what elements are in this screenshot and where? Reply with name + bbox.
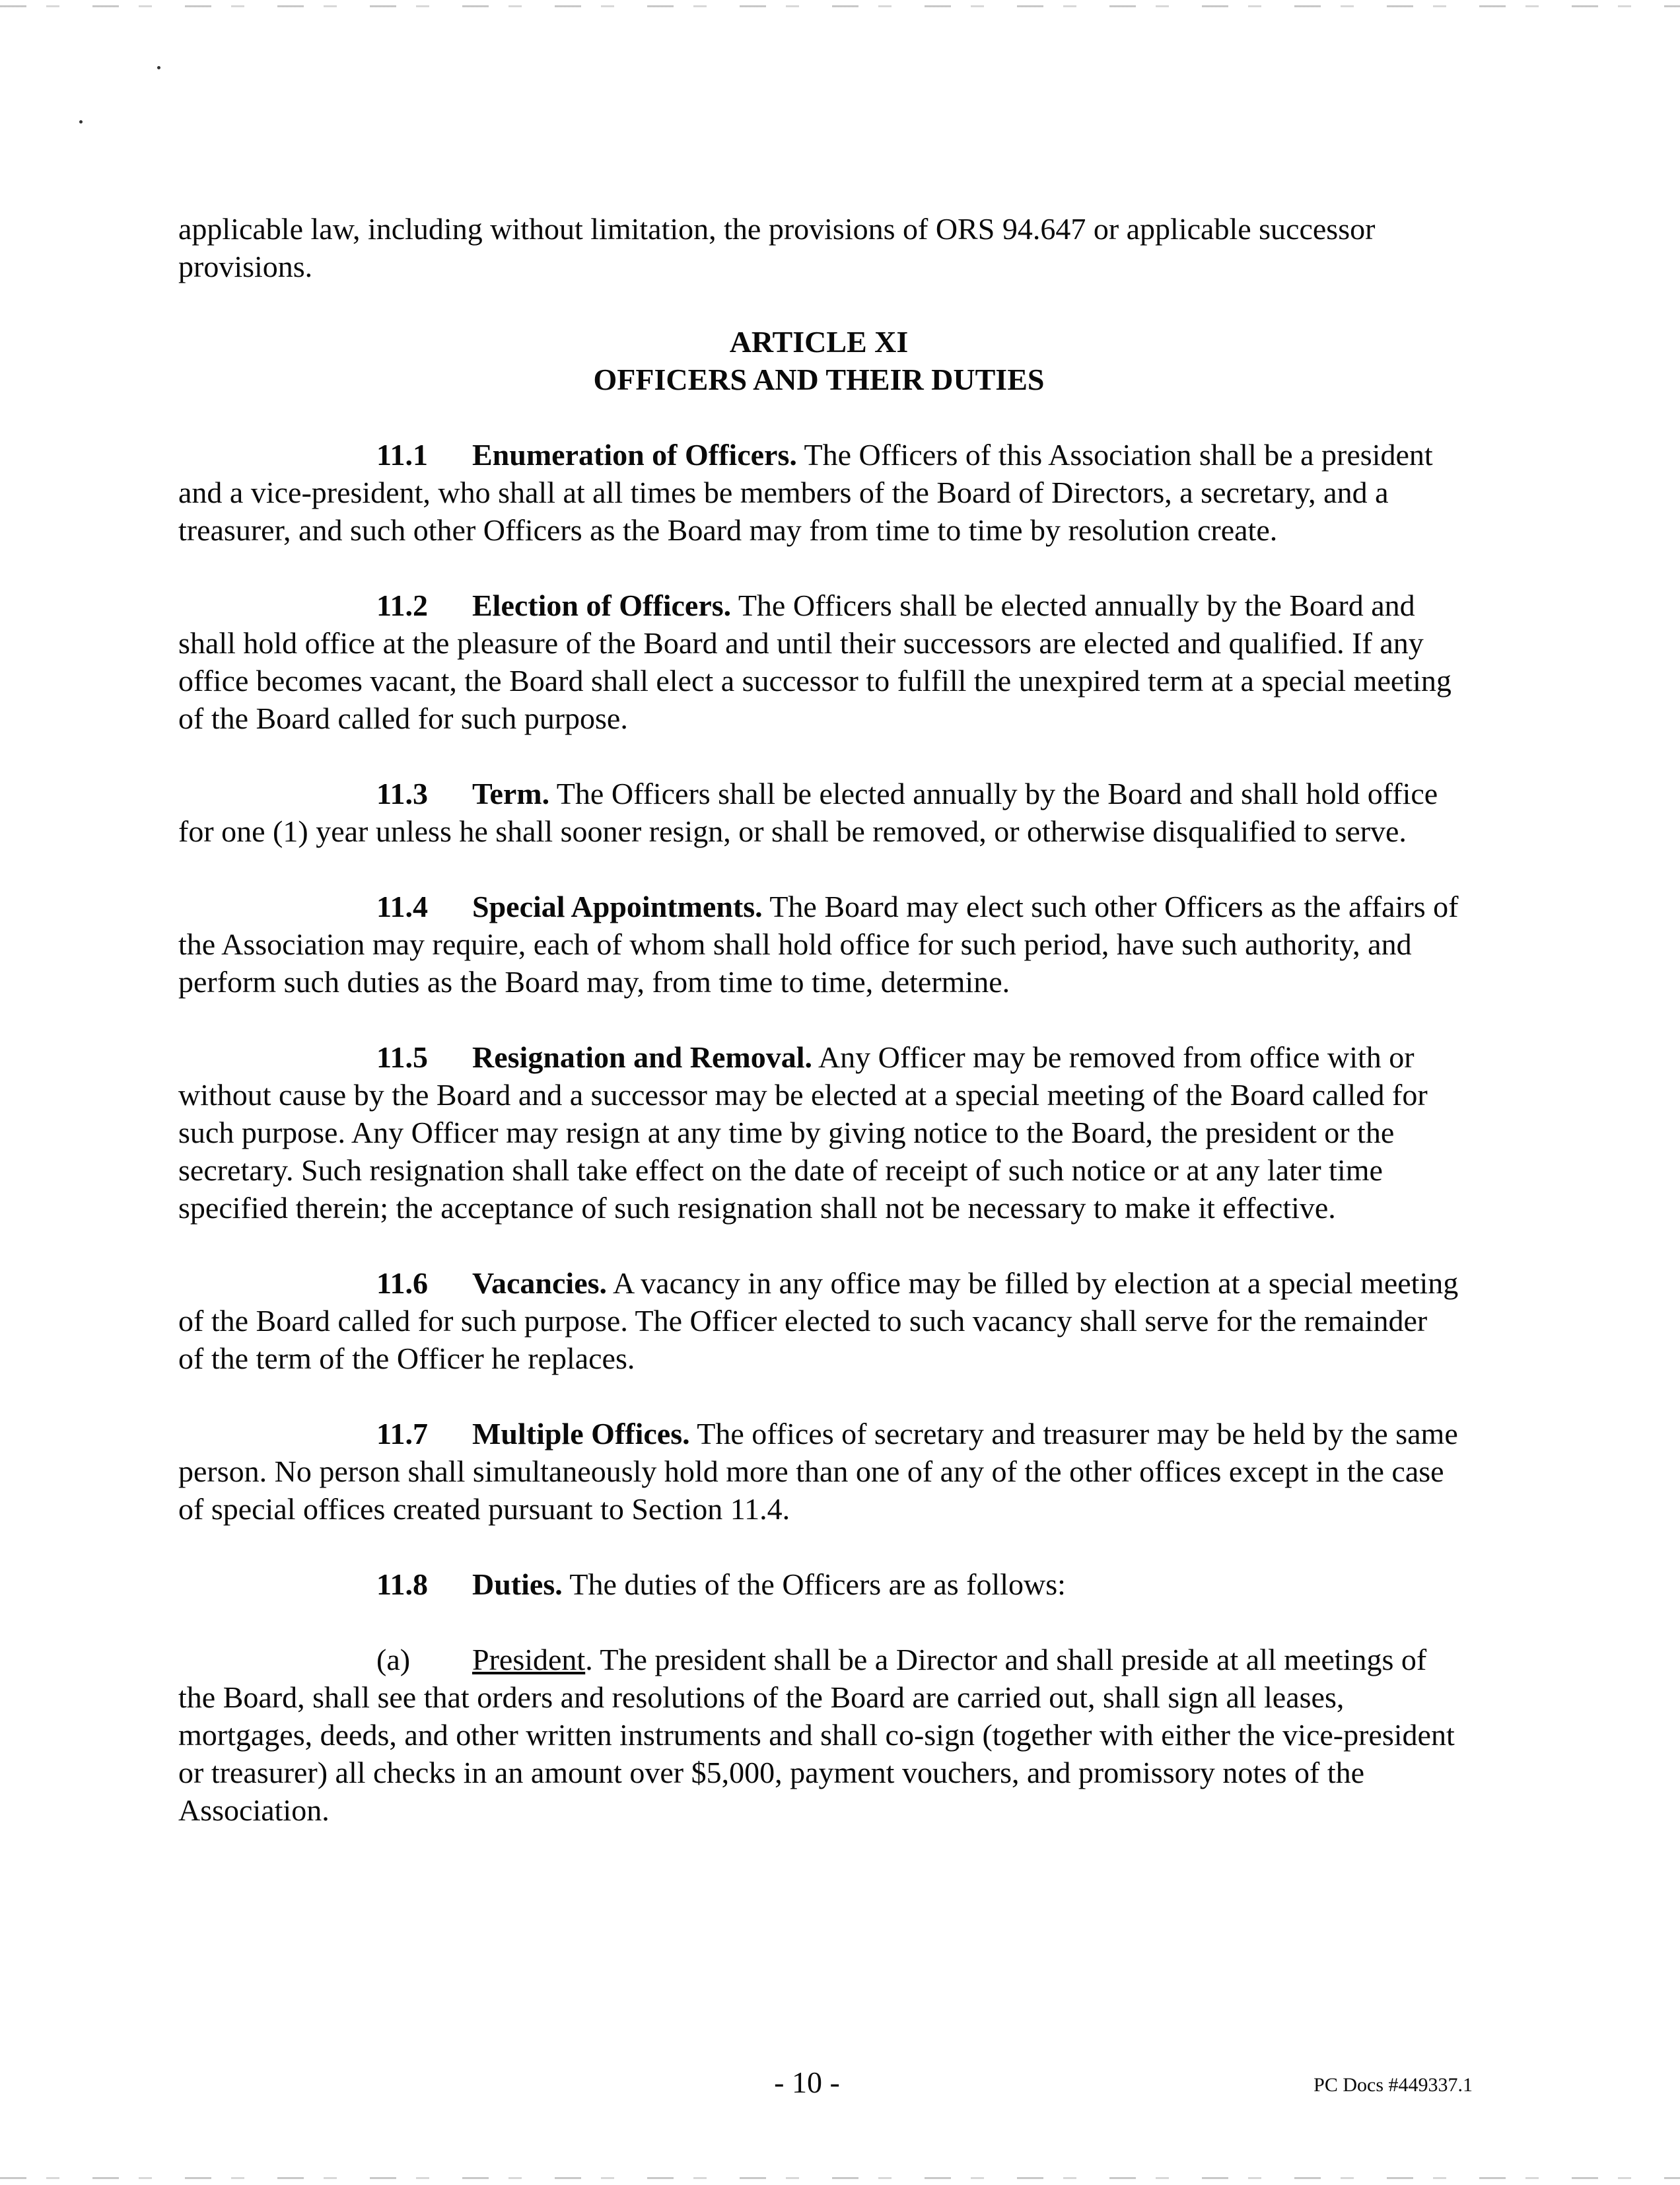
article-title: OFFICERS AND THEIR DUTIES bbox=[593, 363, 1045, 396]
article-heading bbox=[178, 323, 1459, 398]
section-text: The Officers shall be elected annually by the Board and shall hold office for one (1) year unless he shall sooner resign, or shall be removed, or otherwise disqualified to serve. bbox=[178, 777, 1438, 848]
section-text: The offices of secretary and treasurer may be held by the same person. No person shall simultaneously hold more than one of any of the other offices except in the case of special offices created pursuant to Section 11.4. bbox=[178, 1417, 1458, 1526]
scan-speck bbox=[157, 66, 160, 69]
subsection-title: President bbox=[472, 1643, 586, 1676]
section-title: Special Appointments. bbox=[472, 890, 763, 923]
section-11-4 bbox=[178, 888, 1459, 1001]
document-id: PC Docs #449337.1 bbox=[1313, 2074, 1473, 2096]
section-text: A vacancy in any office may be filled by election at a special meeting of the Board called for such purpose. The Officer elected to such vacancy shall serve for the remainder of the term of the Officer he replaces. bbox=[178, 1266, 1459, 1375]
section-text: Any Officer may be removed from office with or without cause by the Board and a successor may be elected at a special meeting of the Board called for such purpose. Any Officer may resign at any time by giving notice to the Board, the president or the secretary. Such resignation shall take effect on the date of receipt of such notice or at any later time specified therein; the acceptance of such resignation shall not be necessary to make it effective. bbox=[178, 1040, 1428, 1225]
section-text: The duties of the Officers are as follows: bbox=[569, 1567, 1066, 1601]
section-title: Term. bbox=[472, 777, 550, 810]
section-number: 11.2 bbox=[376, 589, 428, 622]
section-11-1 bbox=[178, 436, 1459, 549]
section-title: Multiple Offices. bbox=[472, 1417, 690, 1451]
section-number: 11.6 bbox=[376, 1266, 428, 1300]
section-number: 11.3 bbox=[376, 777, 428, 810]
scan-artifact-bottom bbox=[0, 2177, 1680, 2179]
section-number: 11.5 bbox=[376, 1040, 428, 1074]
section-11-7 bbox=[178, 1415, 1459, 1528]
scan-artifact-top bbox=[0, 5, 1680, 7]
section-11-3 bbox=[178, 775, 1459, 850]
subsection-text: The president shall be a Director and shall preside at all meetings of the Board, shall see that orders and resolutions of the Board are carried out, shall sign all leases, mortgages, deeds, and other written instruments and shall co-sign (together with either the vice-president or treasurer) all checks in an amount over $5,000, payment vouchers, and promissory notes of the Association. bbox=[178, 1643, 1455, 1827]
document-body bbox=[178, 210, 1459, 1867]
scan-speck bbox=[79, 120, 83, 124]
section-number: 11.4 bbox=[376, 890, 428, 923]
section-11-6 bbox=[178, 1264, 1459, 1377]
subsection-label: (a) bbox=[376, 1643, 411, 1676]
section-title: Enumeration of Officers. bbox=[472, 438, 797, 472]
subsection-a-president: (a) President. The president shall be a Director and shall preside at all meetings of the Board, shall see that orders and resolutions of the Board are carried out, shall sign all leases, mortgages, deeds, and other written instruments and shall co-sign (together with either the vice-president or treasurer) all checks in an amount over $5,000, payment vouchers, and promissory notes of the Association. bbox=[178, 1641, 1459, 1829]
section-text: The Officers shall be elected annually by the Board and shall hold office at the pleasure of the Board and until their successors are elected and qualified. If any office becomes vacant, the Board shall elect a successor to fulfill the unexpired term at a special meeting of the Board called for such purpose. bbox=[178, 589, 1452, 735]
section-11-5 bbox=[178, 1038, 1459, 1227]
section-number: 11.1 bbox=[376, 438, 428, 472]
section-title: Vacancies. bbox=[472, 1266, 608, 1300]
section-number: 11.8 bbox=[376, 1567, 428, 1601]
section-title: Resignation and Removal. bbox=[472, 1040, 812, 1074]
article-number: ARTICLE XI bbox=[729, 325, 909, 359]
section-11-8 bbox=[178, 1565, 1459, 1603]
intro-text: applicable law, including without limitation, the provisions of ORS 94.647 or applicable successor provisions. bbox=[178, 212, 1376, 283]
section-number: 11.7 bbox=[376, 1417, 428, 1451]
section-text: The Officers of this Association shall be a president and a vice-president, who shall at all times be members of the Board of Directors, a secretary, and a treasurer, and such other Officers as the Board may from time to time by resolution create. bbox=[178, 438, 1433, 547]
section-11-2 bbox=[178, 587, 1459, 737]
section-text: The Board may elect such other Officers as the affairs of the Association may require, each of whom shall hold office for such period, have such authority, and perform such duties as the Board may, from time to time, determine. bbox=[178, 890, 1459, 999]
page-number: - 10 - bbox=[774, 2065, 840, 2099]
intro-paragraph bbox=[178, 210, 1459, 285]
section-title: Duties. bbox=[472, 1567, 563, 1601]
section-title: Election of Officers. bbox=[472, 589, 732, 622]
